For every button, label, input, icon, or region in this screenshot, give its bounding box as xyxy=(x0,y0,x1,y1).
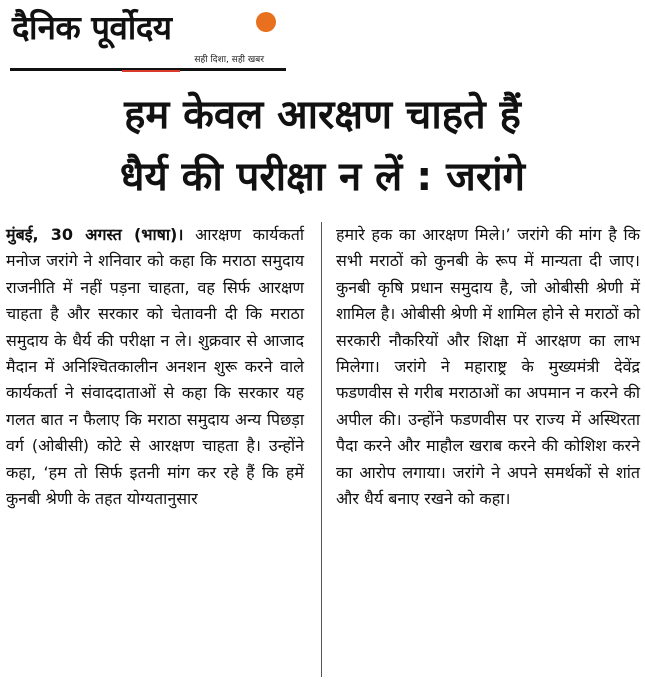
article-column-right xyxy=(336,222,640,512)
masthead-title: दैनिक पूर्वोदय xyxy=(12,8,172,47)
headline xyxy=(0,84,645,208)
headline-line-2: धैर्य की परीक्षा न लें : जरांगे xyxy=(119,154,526,200)
masthead xyxy=(10,4,286,72)
masthead-tagline: सही दिशा, सही खबर xyxy=(194,55,264,65)
dateline: मुंबई, 30 अगस्त (भाषा)। xyxy=(6,225,184,244)
article-body-left: आरक्षण कार्यकर्ता मनोज जरांगे ने शनिवार को कहा कि मराठा समुदाय राजनीति में नहीं पड़ना चाहता, वह सिर्फ आरक्षण चाहता है और सरकार को चेतावनी दी कि मराठा समुदाय के धैर्य की परीक्षा न ले। शुक्रवार से आजाद मैदान में अनिश्चितकालीन अनशन शुरू करने वाले कार्यकर्ता ने संवाददाताओं से कहा कि सरकार यह गलत बात न फैलाए कि मराठा समुदाय अन्य पिछड़ा वर्ग (ओबीसी) कोटे से आरक्षण चाहता है। उन्होंने कहा, ‘हम तो सिर्फ इतनी मांग कर रहे हैं कि हमें कुनबी श्रेणी के तहत योग्यतानुसार xyxy=(6,225,304,509)
article-column-left xyxy=(6,222,304,512)
article-body-right: हमारे हक का आरक्षण मिले।’ जरांगे की मांग है कि सभी मराठों को कुनबी के रूप में मान्यता दी जाए। कुनबी कृषि प्रधान समुदाय है, जो ओबीसी श्रेणी में शामिल है। ओबीसी श्रेणी में शामिल होने से मराठों को सरकारी नौकरियों और शिक्षा में आरक्षण का लाभ मिलेगा। जरांगे ने महाराष्ट्र के मुख्यमंत्री देवेंद्र फडणवीस से गरीब मराठाओं का अपमान न करने की अपील की। उन्होंने फडणवीस पर राज्य में अस्थिरता पैदा करने और माहौल खराब करने की कोशिश करने का आरोप लगाया। जरांगे ने अपने समर्थकों से शांत और धैर्य बनाए रखने को कहा। xyxy=(336,225,640,509)
sun-logo-icon xyxy=(256,12,276,32)
masthead-accent-rule xyxy=(122,70,180,72)
article-paragraph-left xyxy=(6,222,304,512)
headline-line-1: हम केवल आरक्षण चाहते हैं xyxy=(124,92,521,138)
column-divider xyxy=(321,222,322,677)
